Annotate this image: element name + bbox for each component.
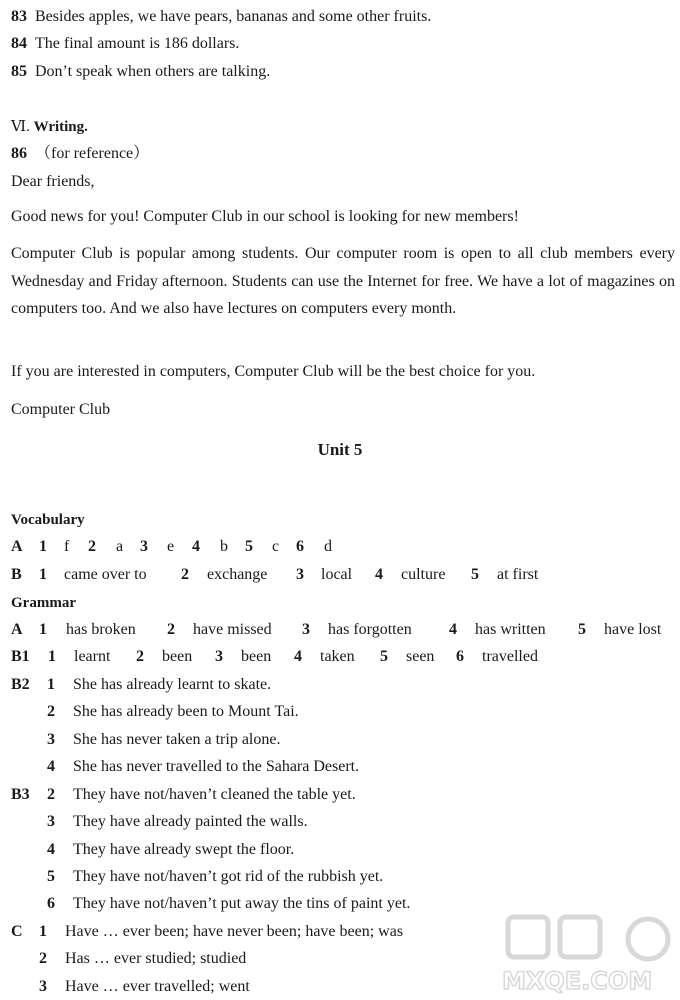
item-number: 3 — [215, 648, 223, 665]
item-answer: exchange — [207, 566, 268, 583]
item-answer: at first — [497, 566, 539, 583]
row-label: C — [11, 923, 23, 940]
item-answer: She has already been to Mount Tai. — [73, 703, 299, 720]
answer-84 — [11, 34, 239, 54]
item-answer: travelled — [482, 648, 538, 665]
answer-83 — [11, 7, 431, 27]
answer-text: Besides apples, we have pears, bananas and some other fruits. — [35, 8, 432, 25]
item-answer: She has already learnt to skate. — [73, 676, 272, 693]
letter-paragraph-1: Good news for you! Computer Club in our school is looking for new members! — [11, 208, 519, 225]
item-answer: have lost — [604, 621, 662, 638]
answer-number: 84 — [11, 35, 27, 52]
item-answer: She has never travelled to the Sahara Desert. — [73, 758, 360, 775]
item-number: 2 — [181, 566, 189, 583]
item-answer: They have not/haven’t got rid of the rubbish yet. — [73, 868, 384, 885]
watermark-logo — [500, 905, 672, 995]
vocabulary-heading: Vocabulary — [11, 512, 85, 528]
section-title: Writing. — [33, 119, 88, 135]
item-number: 5 — [47, 868, 55, 885]
item-number: 3 — [39, 978, 47, 995]
item-answer: been — [162, 648, 193, 665]
item-number: 3 — [302, 621, 310, 638]
item-number: 6 — [47, 895, 55, 912]
item-answer: has broken — [66, 621, 136, 638]
item-answer: came over to — [64, 566, 147, 583]
item-answer: c — [272, 538, 280, 555]
item-number: 3 — [140, 538, 148, 555]
item-number: 2 — [88, 538, 96, 555]
item-answer: She has never taken a trip alone. — [73, 731, 281, 748]
answer-number: 85 — [11, 63, 27, 80]
item-note: （for reference） — [35, 145, 150, 162]
item-number: 2 — [47, 786, 55, 803]
row-label: B1 — [11, 648, 30, 665]
item-answer: has forgotten — [328, 621, 412, 638]
row-label: B3 — [11, 786, 30, 803]
watermark-graphic — [500, 905, 672, 995]
item-number: 6 — [296, 538, 304, 555]
item-number: 4 — [192, 538, 200, 555]
letter-paragraph-3: If you are interested in computers, Computer Club will be the best choice for you. — [11, 363, 536, 380]
item-number: 3 — [296, 566, 304, 583]
item-answer: learnt — [74, 648, 111, 665]
item-answer: taken — [320, 648, 355, 665]
item-answer: b — [220, 538, 228, 555]
item-answer: They have already swept the floor. — [73, 841, 295, 858]
item-number: 1 — [48, 648, 56, 665]
item-number: 1 — [39, 566, 47, 583]
answer-text: The final amount is 186 dollars. — [35, 35, 240, 52]
row-label: A — [11, 621, 23, 638]
answer-text: Don’t speak when others are talking. — [35, 63, 271, 80]
item-number: 4 — [294, 648, 302, 665]
item-answer: Have … ever travelled; went — [65, 978, 250, 995]
answer-85 — [11, 62, 270, 82]
row-label: B2 — [11, 676, 30, 693]
item-number: 5 — [578, 621, 586, 638]
item-answer: has written — [475, 621, 546, 638]
answer-number: 83 — [11, 8, 27, 25]
item-answer: been — [241, 648, 272, 665]
item-number: 5 — [245, 538, 253, 555]
writing-item-86 — [11, 144, 149, 164]
item-answer: They have already painted the walls. — [73, 813, 308, 830]
item-answer: culture — [401, 566, 446, 583]
item-number: 2 — [47, 703, 55, 720]
row-label: B — [11, 566, 22, 583]
item-answer: e — [167, 538, 175, 555]
item-number: 2 — [136, 648, 144, 665]
item-answer: local — [321, 566, 353, 583]
item-number: 4 — [47, 758, 55, 775]
item-number: 3 — [47, 813, 55, 830]
unit-title: Unit 5 — [317, 440, 363, 459]
letter-paragraph-2: Computer Club is popular among students. Our computer room is open to all club members every Wednesday and Friday afternoon. Students can use the Internet for free. We have a lot of magazines on computers too. And we also have lectures on computers every month. — [11, 245, 675, 317]
item-number: 1 — [47, 676, 55, 693]
item-number: 1 — [39, 923, 47, 940]
item-answer: f — [64, 538, 70, 555]
item-number: 4 — [47, 841, 55, 858]
writing-heading — [11, 117, 88, 137]
item-number: 4 — [449, 621, 457, 638]
item-number: 1 — [39, 621, 47, 638]
item-answer: a — [116, 538, 124, 555]
item-answer: Has … ever studied; studied — [65, 950, 247, 967]
item-answer: They have not/haven’t cleaned the table yet. — [73, 786, 356, 803]
item-number: 4 — [375, 566, 383, 583]
item-answer: d — [324, 538, 332, 555]
section-roman-numeral: Ⅵ. — [11, 119, 30, 135]
item-number: 2 — [39, 950, 47, 967]
watermark-text: MXQE.COM — [502, 967, 653, 995]
item-answer: have missed — [193, 621, 272, 638]
item-number: 2 — [167, 621, 175, 638]
letter-signature: Computer Club — [11, 401, 111, 418]
grammar-heading: Grammar — [11, 595, 76, 611]
item-answer: They have not/haven’t put away the tins of paint yet. — [73, 895, 411, 912]
item-number: 3 — [47, 731, 55, 748]
letter-salutation: Dear friends, — [11, 173, 95, 190]
row-label: A — [11, 538, 23, 555]
item-number: 5 — [380, 648, 388, 665]
item-answer: Have … ever been; have never been; have been; was — [65, 923, 404, 940]
answer-number: 86 — [11, 145, 27, 162]
item-number: 1 — [39, 538, 47, 555]
item-number: 6 — [456, 648, 464, 665]
item-answer: seen — [406, 648, 435, 665]
item-number: 5 — [471, 566, 479, 583]
